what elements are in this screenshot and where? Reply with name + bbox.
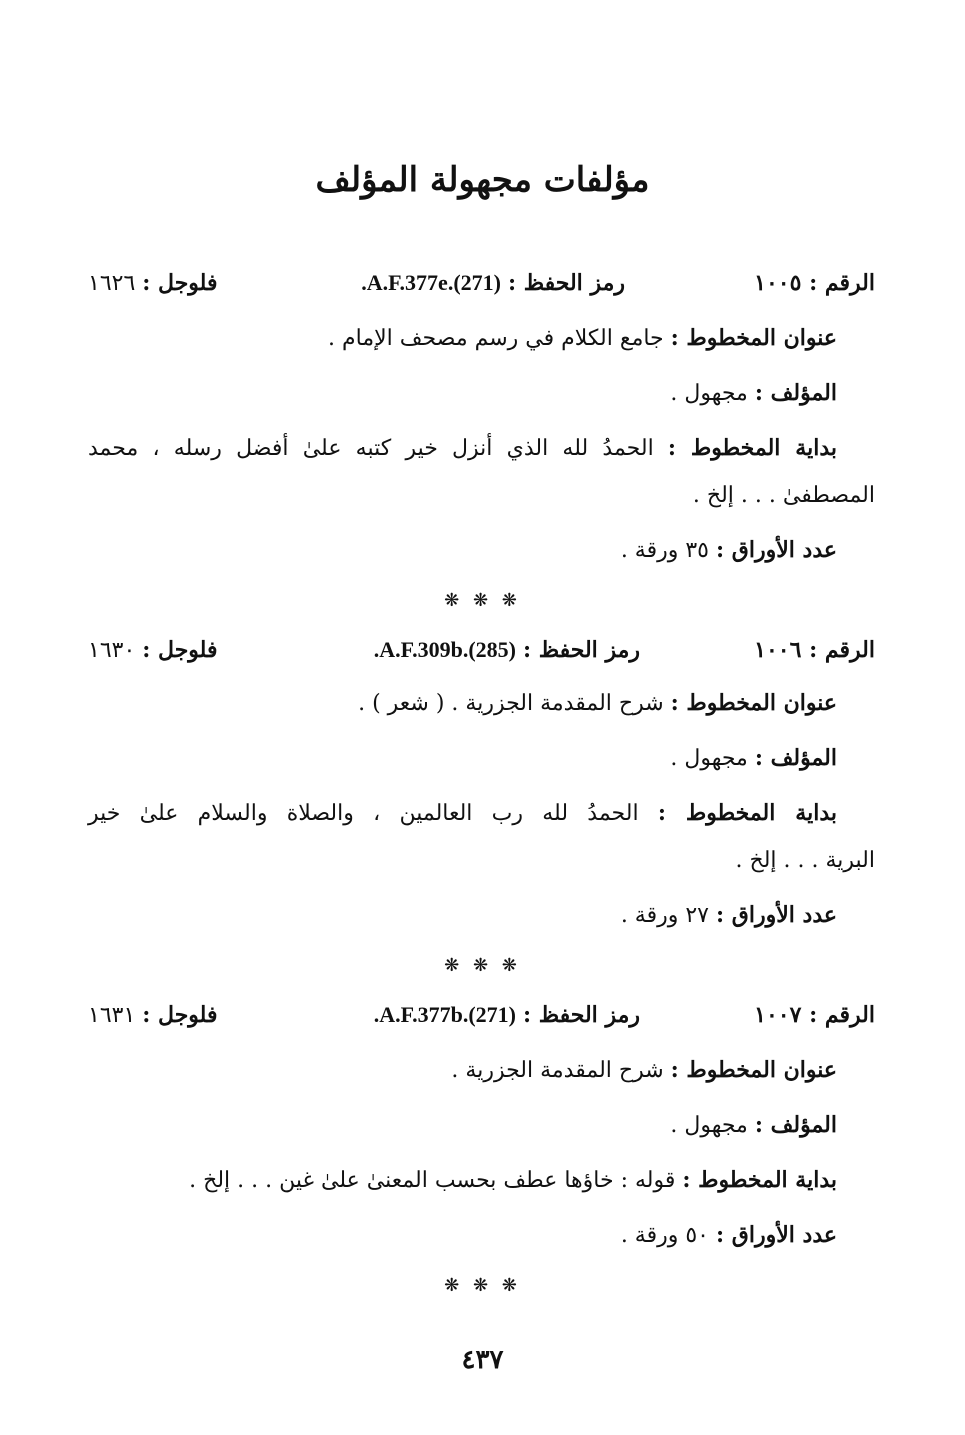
entry-1-number [754, 270, 875, 296]
entry-2-number [754, 637, 875, 663]
entry-1-code [361, 270, 625, 296]
manuscript-title-label: عنوان المخطوط : [670, 1057, 837, 1083]
beginning-label: بداية المخطوط : [682, 1167, 837, 1193]
entry-1-beginning [88, 435, 837, 461]
entry-1-title [328, 325, 837, 351]
entry-3-code [374, 1002, 640, 1028]
code-label: رمز الحفظ : [522, 1002, 640, 1028]
entry-3-title [451, 1057, 837, 1083]
entry-3-header [88, 1002, 875, 1034]
leaves-value: ٥٠ ورقة . [620, 1223, 709, 1248]
code-value: A.F.309b.(285). [373, 637, 516, 662]
author-value: مجهول . [670, 746, 748, 771]
number-label: الرقم : [809, 270, 875, 296]
code-value: A.F.377e.(271). [361, 270, 501, 295]
manuscript-title-value: شرح المقدمة الجزرية . ( شعر ) . [358, 691, 664, 716]
entry-3-number [754, 1002, 875, 1028]
entry-2-title [358, 690, 837, 716]
flugel-label: فلوجل : [142, 1002, 218, 1028]
author-label: المؤلف : [754, 380, 837, 406]
page-title: مؤلفات مجهولة المؤلف [315, 160, 650, 200]
separator: ❋ ❋ ❋ [444, 955, 521, 976]
number-value: ١٠٠٥ [754, 270, 802, 296]
manuscript-title-value: شرح المقدمة الجزرية . [451, 1058, 664, 1083]
beginning-value-line1: الحمدُ لله الذي أنزل خير كتبه علىٰ أفضل رسله ، محمد [88, 436, 654, 461]
manuscript-title-label: عنوان المخطوط : [670, 325, 837, 351]
beginning-label: بداية المخطوط : [657, 800, 837, 826]
leaves-value: ٣٥ ورقة . [620, 538, 709, 563]
number-value: ١٠٠٧ [754, 1002, 802, 1028]
author-value: مجهول . [670, 381, 748, 406]
number-label: الرقم : [809, 1002, 875, 1028]
flugel-value: ١٦٣٠ [88, 638, 136, 663]
entry-2-header [88, 637, 875, 669]
entry-1-author [670, 380, 837, 406]
entry-3-leaves [621, 1222, 837, 1248]
flugel-value: ١٦٣١ [88, 1003, 136, 1028]
beginning-value-line1: قوله : خاؤها عطف بحسب المعنىٰ علىٰ غين . . . إلخ . [189, 1168, 676, 1193]
entry-2-flugel [88, 637, 217, 663]
manuscript-title-label: عنوان المخطوط : [670, 690, 837, 716]
flugel-label: فلوجل : [142, 270, 218, 296]
leaves-value: ٢٧ ورقة . [620, 903, 709, 928]
manuscript-title-value: جامع الكلام في رسم مصحف الإمام . [328, 326, 664, 351]
author-value: مجهول . [670, 1113, 748, 1138]
page-number: ٤٣٧ [461, 1345, 504, 1375]
entry-3-author [670, 1112, 837, 1138]
flugel-label: فلوجل : [142, 637, 218, 663]
entry-1-beginning-cont: المصطفىٰ . . . إلخ . [692, 483, 875, 508]
beginning-label: بداية المخطوط : [667, 435, 837, 461]
entry-1-flugel [88, 270, 217, 296]
entry-1-leaves [621, 537, 837, 563]
entry-1-header [88, 270, 875, 302]
code-value: A.F.377b.(271). [373, 1002, 516, 1027]
code-label: رمز الحفظ : [507, 270, 625, 296]
separator: ❋ ❋ ❋ [444, 1275, 521, 1296]
entry-2-beginning [88, 800, 837, 826]
code-label: رمز الحفظ : [522, 637, 640, 663]
author-label: المؤلف : [754, 745, 837, 771]
flugel-value: ١٦٢٦ [88, 271, 136, 296]
entry-2-author [670, 745, 837, 771]
leaves-label: عدد الأوراق : [716, 902, 837, 928]
entry-2-code [374, 637, 640, 663]
number-label: الرقم : [809, 637, 875, 663]
leaves-label: عدد الأوراق : [716, 537, 837, 563]
entry-2-leaves [621, 902, 837, 928]
leaves-label: عدد الأوراق : [716, 1222, 837, 1248]
entry-3-flugel [88, 1002, 217, 1028]
entry-3-beginning [189, 1167, 837, 1193]
entry-2-beginning-cont: البرية . . . إلخ . [735, 848, 875, 873]
author-label: المؤلف : [754, 1112, 837, 1138]
beginning-value-line1: الحمدُ لله رب العالمين ، والصلاة والسلام علىٰ خير [88, 801, 639, 826]
number-value: ١٠٠٦ [754, 637, 802, 663]
separator: ❋ ❋ ❋ [444, 590, 521, 611]
